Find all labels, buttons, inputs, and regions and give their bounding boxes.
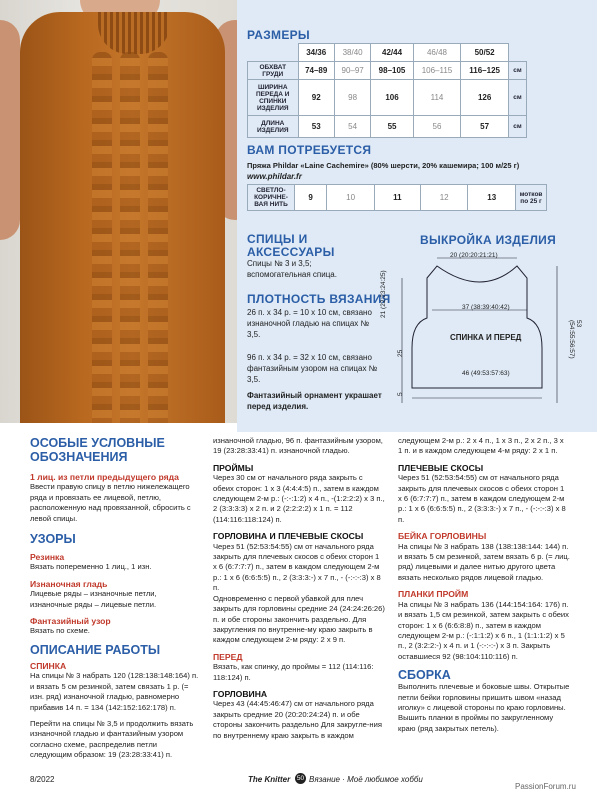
sizes-table: 34/36 38/40 42/44 46/48 50/52 ОБХВАТ ГРУДИ 74–89 90–97 98–105 106–115 116–125 см ШИРИНА ПЕРЕДА И СПИНКИ ИЗДЕЛИЯ 92 98 106 114 126 см ДЛИНА ИЗДЕЛИЯ 53 54 55 56 57 см <box>247 43 527 138</box>
col3-p1: следующем 2-м р.: 2 х 4 п., 1 х 3 п., 2 х 2 п., 3 х 1 п. и в каждом следующем 4-м ряду: 2 х 1 п. <box>398 436 564 456</box>
rez-title: Резинка <box>30 552 65 563</box>
size-header: 38/40 <box>334 44 370 62</box>
legend-text: Ввести правую спицу в петлю нижележащего ряда и провязать ее лицевой, петлю, расположенную над провязанной, сбросить с левой спицы. <box>30 482 191 523</box>
assembly-text: Выполнить плечевые и боковые швы. Открытые петли бейки горловины пришить швом «назад иголку» с лицевой стороны по краю горловины. Вышить планки в проймы по закругленному краю (ряд закрытых петель). <box>398 682 570 733</box>
footer-tag: Вязание · Моё любимое хобби <box>309 775 423 784</box>
product-photo <box>0 0 237 423</box>
gor-text: Через 43 (44:45:46:47) см от начального ряда закрыть средние 20 (20:20:24:24) п. и обе стороны закончить раздельно Для закругле-ния по внутреннему краю закрыть в каждом <box>213 699 382 740</box>
neck-text: Через 51 (52:53:54:55) см от начального ряда закрыть для плечевых скосов с обеих сторон 1 х 6 (6:7:7:7) п., затем в каждом следующем 2-м р.: 1 х 6 (6:6:5:5) п., 2 (3:3:3:-) х 7 п., - (-:-:-:3) х 8 п. <box>213 541 381 593</box>
size-header: 42/44 <box>371 44 413 62</box>
armband-text: На спицы № 3 набрать 136 (144:154:164: 176) п. и вязать 1,5 см резинкой, затем закрыть с обеих сторон: 1 х 6 (6:6:8:8) п., затем в каждом следующем 2-м р.: (-:1:1:2) х 6 п., 1 (1:1:1:2) х 5 п., 2 (3:2:2:-) х 4 п. и 1 (-:-:-:-) х 3 п. Закрыть оставшиеся 92 (98:104:110:116) п. <box>398 599 569 661</box>
footer-page: 50 <box>296 775 305 782</box>
schema-top: 20 (20:20:21:21) <box>450 252 498 259</box>
work-title: ОПИСАНИЕ РАБОТЫ <box>30 642 161 657</box>
column-3 <box>398 436 570 734</box>
col2-p1: изнаночной гладью, 96 п. фантазийным узором, 19 (23:28:33:41) п. изнаночной гладью. <box>213 436 383 456</box>
cable-3 <box>148 52 168 423</box>
row-label: ДЛИНА ИЗДЕЛИЯ <box>248 116 299 138</box>
sweater <box>20 12 225 423</box>
row-label: ШИРИНА ПЕРЕДА И СПИНКИ ИЗДЕЛИЯ <box>248 80 299 116</box>
watermark: PassionForum.ru <box>515 782 576 791</box>
schema-bottom: 46 (49:53:57:63) <box>462 370 510 377</box>
izn-title: Изнаночная гладь <box>30 578 108 589</box>
neck-rib <box>98 12 170 54</box>
assembly-title: СБОРКА <box>398 668 451 683</box>
arm-left <box>0 20 20 240</box>
density-note: Фантазийный орнамент украшает перед изделия. <box>247 391 382 411</box>
density-text-2: 96 п. х 34 р. = 32 х 10 см, связано фантазийным узором на спицах № 3,5. <box>247 353 378 384</box>
row-label: ОБХВАТ ГРУДИ <box>248 62 299 80</box>
size-header: 46/48 <box>413 44 461 62</box>
footer-mag: The Knitter <box>248 775 291 784</box>
neckband-title: БЕЙКА ГОРЛОВИНЫ <box>398 531 487 542</box>
schema-armhole: 21 (22:23:24:25) <box>380 270 387 318</box>
column-1 <box>30 436 200 761</box>
back-text-2: Перейти на спицы № 3,5 и продолжить вязать изнаночной гладью и фантазийным узором согласно схеме, распределив петли следующим образом: 19 (23:28:33:41) п. <box>30 718 194 760</box>
fan-title: Фантазийный узор <box>30 616 111 627</box>
column-2 <box>213 436 385 741</box>
info-panel <box>237 0 597 432</box>
front-text: Вязать, как спинку, до проймы = 112 (114:116: 118:124) п. <box>213 662 374 682</box>
armband-title: ПЛАНКИ ПРОЙМ <box>398 589 469 600</box>
schema-rib: 5 <box>397 392 404 396</box>
schema-total: 53 (54:55:56:57) <box>568 320 582 359</box>
armhole-title: ПРОЙМЫ <box>213 462 254 473</box>
yarn-table: СВЕТЛО-КОРИЧНЕ-ВАЯ НИТЬ 9 10 11 12 13 мотков по 25 г <box>247 184 547 211</box>
cable-1 <box>92 52 112 423</box>
neckband-text: На спицы № 3 набрать 138 (138:138:144: 144) п. и вязать 5 см резинкой, затем вязать 6 р. (= лиц. ряд) лицевыми и далее нитью другого цвета вязать несколько рядов лицевой гладью. <box>398 541 570 582</box>
schema-body: 25 <box>397 349 404 357</box>
rez-text: Вязать попеременно 1 лиц., 1 изн. <box>30 562 152 572</box>
schema-title: ВЫКРОЙКА ИЗДЕЛИЯ <box>420 233 557 247</box>
cable-2 <box>120 52 140 423</box>
shoulder-title: ПЛЕЧЕВЫЕ СКОСЫ <box>398 462 484 473</box>
izn-text: Лицевые ряды – изнаночные петли, изнаночные ряды – лицевые петли. <box>30 589 157 609</box>
yarn-desc: Пряжа Phildar «Laine Cachemire» (80% шерсти, 20% кашемира; 100 м/25 г) <box>247 161 520 170</box>
back-title: СПИНКА <box>30 660 67 671</box>
patterns-title: УЗОРЫ <box>30 532 76 547</box>
yarn-title: ВАМ ПОТРЕБУЕТСЯ <box>247 143 372 157</box>
size-header: 50/52 <box>461 44 509 62</box>
footer-date: 8/2022 <box>30 775 55 784</box>
size-header: 34/36 <box>298 44 334 62</box>
armhole-text: Через 30 см от начального ряда закрыть с обеих сторон: 1 х 3 (4:4:4:5) п., затем в каждом следующем 2-м р.: (-:-:1:2) х 4 п., -(1:2:2:2) х 3 п., 2 (3:3:3:3) х 2 п. и 2 (2:2:2:2) х 1 п. = 112 (114:116:118:124) п. <box>213 473 385 524</box>
back-text: На спицы № 3 набрать 120 (128:138:148:164) п. и вязать 5 см резинкой, затем связать 1 р. (= изн. ряд) изнаночной гладью, равномерно прибавив 14 п. = 134 (142:152:162:178) п. <box>30 671 199 712</box>
shoulder-text: Через 51 (52:53:54:55) см от начального ряда закрыть для плечевых скосов с обеих сторон 1 х 6 (6:7:7:7) п., затем в каждом следующем 2-м р.: 1 х 6 (6:6:5:5) п., 2 (3:3:3:-) х 7 п., - (-:-:-:3) х 8 п. <box>398 473 566 524</box>
density-title: ПЛОТНОСТЬ ВЯЗАНИЯ <box>247 292 391 306</box>
schema-label: СПИНКА И ПЕРЕД <box>450 333 522 342</box>
neck-title: ГОРЛОВИНА И ПЛЕЧЕВЫЕ СКОСЫ <box>213 531 364 542</box>
gor-title: ГОРЛОВИНА <box>213 688 268 699</box>
legend-title: ОСОБЫЕ УСЛОВНЫЕ ОБОЗНАЧЕНИЯ <box>30 436 165 464</box>
sizes-title: РАЗМЕРЫ <box>247 28 310 42</box>
legend-sub: 1 лиц. из петли предыдущего ряда <box>30 472 179 482</box>
neck-text-2: Одновременно с первой убавкой для плеч закрыть для горловины средние 24 (24:24:26:26) п. и обе стороны закончить раздельно. Для закругления по внутренне-му краю закрыть в каждом следующем 2-м ряду: 2 х 9 п. <box>213 593 385 645</box>
schema-shoulder: 37 (38:39:40:42) <box>462 304 510 311</box>
yarn-site: www.phildar.fr <box>247 172 302 181</box>
needles-title: СПИЦЫ И АКСЕССУАРЫ <box>247 232 335 259</box>
needles-text: Спицы № 3 и 3,5; вспомогательная спица. <box>247 259 337 279</box>
fan-text: Вязать по схеме. <box>30 626 90 636</box>
front-title: ПЕРЕД <box>213 651 243 662</box>
density-text-1: 26 п. х 34 р. = 10 х 10 см, связано изнаночной гладью на спицах № 3,5. <box>247 308 372 339</box>
